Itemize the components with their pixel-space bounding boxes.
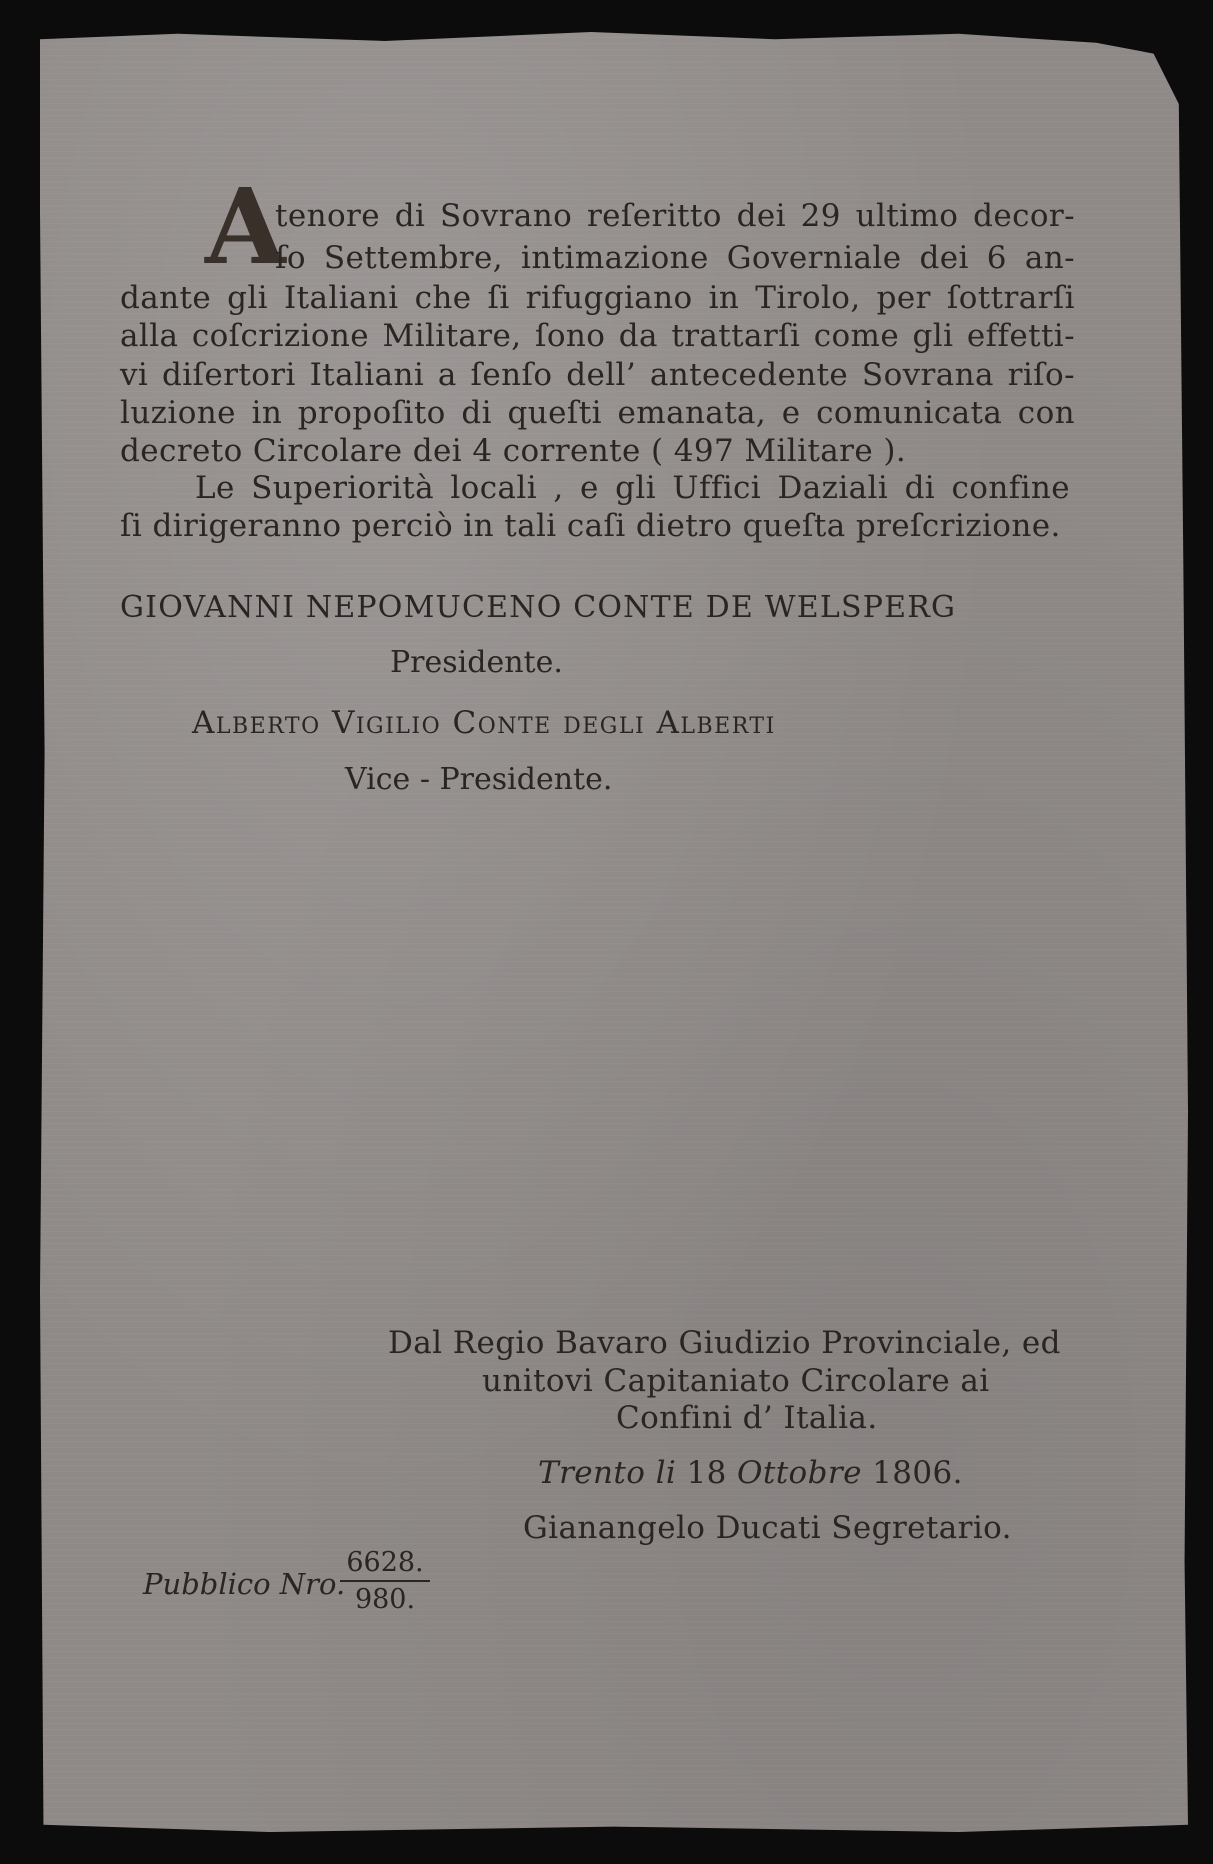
date-day: 18 <box>686 1455 727 1491</box>
registration-number <box>340 1547 430 1615</box>
decree-line-7: decreto Circolare dei 4 corrente ( 497 Militare ). <box>120 433 907 469</box>
president-title: Presidente. <box>390 645 563 680</box>
secretary-signature: Gianangelo Ducati Segretario. <box>523 1510 1012 1546</box>
president-name: GIOVANNI NEPOMUCENO CONTE DE WELSPERG <box>120 590 957 625</box>
issuer-line-3: Confini d’ Italia. <box>616 1400 878 1436</box>
decree-line-4: alla coſcrizione Militare, ſono da trattarſi come gli effetti- <box>120 318 1075 354</box>
decree-line-2: ſo Settembre, intimazione Governiale dei 6 an- <box>275 240 1075 276</box>
decree-line-9: ſi dirigeranno perciò in tali caſi dietro queſta preſcrizione. <box>120 508 1061 544</box>
decree-line-5: vi diſertori Italiani a ſenſo dell’ antecedente Sovrana riſo- <box>120 357 1075 393</box>
issuer-line-1: Dal Regio Bavaro Giudizio Provinciale, ed <box>388 1325 1061 1361</box>
vice-president-name: Alberto Vigilio Conte degli Alberti <box>192 705 776 741</box>
place-li: li <box>655 1455 677 1491</box>
registration-numerator: 6628. <box>346 1547 424 1578</box>
fraction-bar <box>340 1580 430 1582</box>
place-name: Trento <box>538 1455 646 1491</box>
decree-line-8: Le Superiorità locali , e gli Uffici Daziali di confine <box>195 470 1070 506</box>
registration-denominator: 980. <box>354 1584 416 1615</box>
issuer-line-2: unitovi Capitaniato Circolare ai <box>482 1363 990 1399</box>
date-year: 1806. <box>872 1455 963 1491</box>
decree-line-3: dante gli Italiani che ſi rifuggiano in Tirolo, per ſottrarſi <box>120 280 1075 316</box>
place-date <box>538 1455 963 1491</box>
decree-line-6: luzione in propoſito di queſti emanata, e comunicata con <box>120 395 1075 431</box>
date-month: Ottobre <box>737 1455 862 1491</box>
vice-president-title: Vice - Presidente. <box>345 762 613 797</box>
decree-line-1: tenore di Sovrano reſeritto dei 29 ultimo decor- <box>275 198 1075 234</box>
registration-label: Pubblico Nro. <box>143 1567 346 1601</box>
drop-cap-letter: A <box>205 165 286 288</box>
